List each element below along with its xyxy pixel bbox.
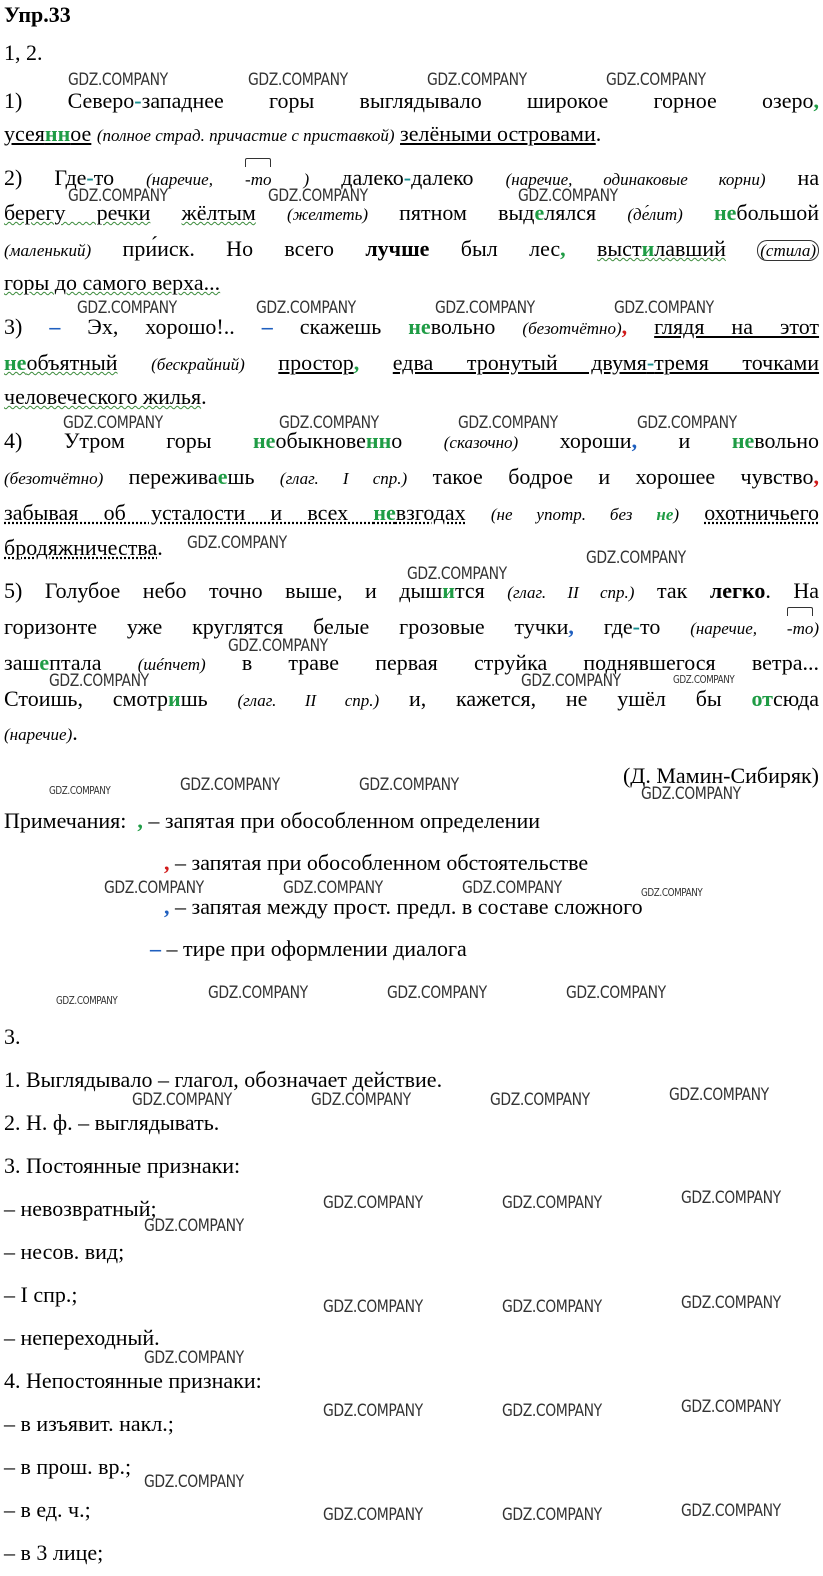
sentence-4-line-1: 4) Утром горы необыкновенно (сказочно) хороши, и невольно (4, 428, 819, 453)
analysis-line: 4. Непостоянные признаки: (4, 1368, 262, 1393)
watermark: GDZ.COMPANY (673, 673, 735, 686)
analysis-line: – непереходный. (4, 1325, 160, 1350)
sentence-5-line-2: горизонте уже круглятся белые грозовые тучки, где-то (наречие, -то) (4, 614, 819, 642)
sentence-3-line-1: 3) – Эх, хорошо!.. – скажешь невольно (безотчётно), глядя на этот (4, 314, 820, 339)
watermark: GDZ.COMPANY (144, 1216, 244, 1236)
section-heading-3: 3. (4, 1024, 21, 1049)
watermark: GDZ.COMPANY (462, 878, 562, 898)
watermark: GDZ.COMPANY (407, 564, 507, 584)
watermark: GDZ.COMPANY (268, 186, 368, 206)
watermark: GDZ.COMPANY (256, 298, 356, 318)
watermark: GDZ.COMPANY (323, 1297, 423, 1317)
watermark: GDZ.COMPANY (681, 1501, 781, 1521)
watermark: GDZ.COMPANY (187, 533, 287, 553)
watermark: GDZ.COMPANY (387, 983, 487, 1003)
sentence-5-line-4: Стоишь, смотришь (глаг. II спр.) и, кажется, не ушёл бы отсюда (4, 686, 820, 711)
watermark: GDZ.COMPANY (518, 186, 618, 206)
watermark: GDZ.COMPANY (283, 878, 383, 898)
watermark: GDZ.COMPANY (279, 413, 379, 433)
watermark: GDZ.COMPANY (49, 671, 149, 691)
analysis-line: – несов. вид; (4, 1239, 125, 1264)
watermark: GDZ.COMPANY (68, 70, 168, 90)
analysis-line: – в 3 лице; (4, 1540, 104, 1565)
watermark: GDZ.COMPANY (104, 878, 204, 898)
watermark: GDZ.COMPANY (144, 1348, 244, 1368)
author: (Д. Мамин-Сибиряк) (622, 763, 819, 788)
watermark: GDZ.COMPANY (248, 70, 348, 90)
watermark: GDZ.COMPANY (56, 994, 118, 1007)
notes-label: Примечания: (4, 808, 127, 833)
watermark: GDZ.COMPANY (681, 1293, 781, 1313)
sentence-3-line-3: человеческого жилья. (4, 384, 207, 409)
watermark: GDZ.COMPANY (68, 186, 168, 206)
watermark: GDZ.COMPANY (502, 1505, 602, 1525)
sentence-2-line-2: берегу речки жёлтым (желтеть) пятном выделялся (де́лит) небольшой (4, 200, 820, 225)
watermark: GDZ.COMPANY (228, 636, 328, 656)
section-heading-1-2: 1, 2. (4, 40, 43, 65)
watermark: GDZ.COMPANY (359, 775, 459, 795)
watermark: GDZ.COMPANY (323, 1193, 423, 1213)
watermark: GDZ.COMPANY (681, 1188, 781, 1208)
analysis-line: 1. Выглядывало – глагол, обозначает действие. (4, 1067, 443, 1092)
sentence-2-line-1: 2) Где-то (наречие, -то ) далеко-далеко (наречие, одинаковые корни) на (4, 165, 819, 193)
watermark: GDZ.COMPANY (77, 298, 177, 318)
sentence-5-line-1: 5) Голубое небо точно выше, и дышится (глаг. II спр.) так легко. На (4, 578, 820, 603)
analysis-line: 3. Постоянные признаки: (4, 1153, 241, 1178)
sentence-5-line-3: зашептала (шéпчет) в траве первая струйка поднявшегося ветра... (4, 650, 819, 675)
exercise-title: Упр.33 (4, 2, 71, 27)
sentence-1-line-2: усеянное (полное страд. причастие с приставкой) зелёными островами. (4, 121, 602, 146)
watermark: GDZ.COMPANY (49, 784, 111, 797)
watermark: GDZ.COMPANY (311, 1090, 411, 1110)
watermark: GDZ.COMPANY (323, 1505, 423, 1525)
watermark: GDZ.COMPANY (669, 1085, 769, 1105)
watermark: GDZ.COMPANY (435, 298, 535, 318)
watermark: GDZ.COMPANY (63, 413, 163, 433)
watermark: GDZ.COMPANY (641, 784, 741, 804)
sentence-1-line-1: 1) Северо-западнее горы выглядывало широкое горное озеро, (4, 88, 819, 113)
analysis-line: – в прош. вр.; (4, 1454, 132, 1479)
watermark: GDZ.COMPANY (208, 983, 308, 1003)
watermark: GDZ.COMPANY (521, 671, 621, 691)
analysis-line: – невозвратный; (4, 1196, 157, 1221)
watermark: GDZ.COMPANY (502, 1401, 602, 1421)
watermark: GDZ.COMPANY (637, 413, 737, 433)
watermark: GDZ.COMPANY (641, 886, 703, 899)
watermark: GDZ.COMPANY (427, 70, 527, 90)
watermark: GDZ.COMPANY (606, 70, 706, 90)
notes-item-4: – – тире при оформлении диалога (150, 936, 467, 961)
analysis-line: – в ед. ч.; (4, 1497, 91, 1522)
sentence-2-line-3: (маленький) при́иск. Но всего лучше был лес, выстилавший (стила) (4, 236, 819, 264)
watermark: GDZ.COMPANY (502, 1297, 602, 1317)
watermark: GDZ.COMPANY (566, 983, 666, 1003)
sentence-4-line-4: бродяжничества. (4, 535, 163, 560)
notes-item-1: Примечания: , – запятая при обособленном определении (4, 808, 541, 833)
notes-item-2: , – запятая при обособленном обстоятельстве (164, 850, 589, 875)
sentence-4-line-3: забывая об усталости и всех невзгодах (не употр. без не) охотничьего (4, 500, 820, 525)
watermark: GDZ.COMPANY (681, 1397, 781, 1417)
notes-item-3: , – запятая между прост. предл. в составе сложного (164, 894, 643, 919)
sentence-3-line-2: необъятный (бескрайний) простор, едва тронутый двумя-тремя точками (4, 350, 820, 375)
watermark: GDZ.COMPANY (458, 413, 558, 433)
watermark: GDZ.COMPANY (586, 548, 686, 568)
sentence-4-line-2: (безотчётно) переживаешь (глаг. I спр.) такое бодрое и хорошее чувство, (4, 464, 820, 489)
watermark: GDZ.COMPANY (323, 1401, 423, 1421)
watermark: GDZ.COMPANY (144, 1472, 244, 1492)
watermark: GDZ.COMPANY (132, 1090, 232, 1110)
analysis-line: 2. Н. ф. – выглядывать. (4, 1110, 220, 1135)
watermark: GDZ.COMPANY (180, 775, 280, 795)
watermark: GDZ.COMPANY (614, 298, 714, 318)
sentence-5-line-5: (наречие). (4, 720, 78, 745)
analysis-line: – I спр.; (4, 1282, 78, 1307)
watermark: GDZ.COMPANY (490, 1090, 590, 1110)
analysis-line: – в изъявит. накл.; (4, 1411, 174, 1436)
sentence-2-line-4: горы до самого верха... (4, 270, 221, 295)
watermark: GDZ.COMPANY (502, 1193, 602, 1213)
